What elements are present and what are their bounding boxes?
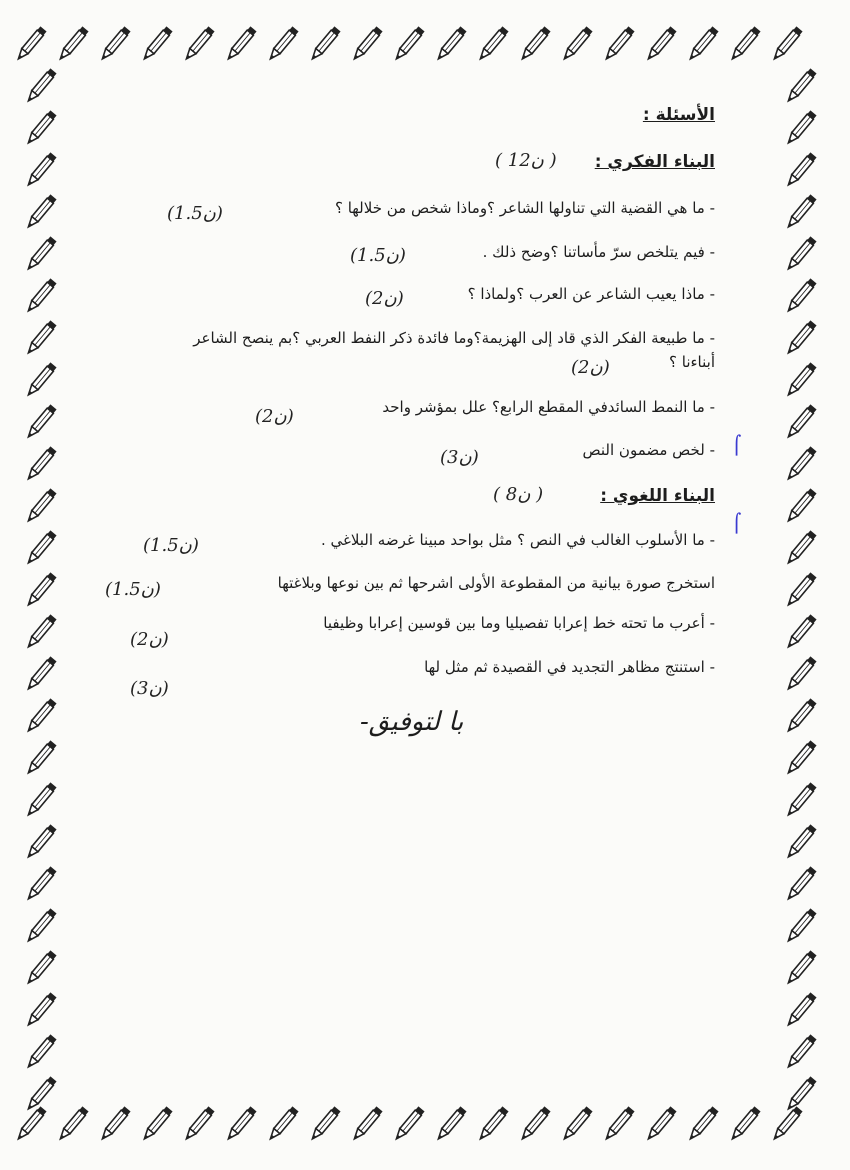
pencil-icon <box>25 656 56 691</box>
pencil-icon <box>141 1106 172 1141</box>
pencil-icon <box>25 1034 56 1069</box>
question-3: - ماذا يعيب الشاعر عن العرب ؟ولماذا ؟ <box>468 284 715 304</box>
pencil-icon <box>25 950 56 985</box>
pencil-icon <box>477 26 508 61</box>
pencil-icon <box>785 824 816 859</box>
pencil-icon <box>25 278 56 313</box>
pencil-icon <box>519 1106 550 1141</box>
pencil-icon <box>267 26 298 61</box>
pencil-icon <box>785 404 816 439</box>
pencil-icon <box>729 26 760 61</box>
question-1: - ما هي القضية التي تناولها الشاعر ؟وماذا شخص من خلالها ؟ <box>335 198 715 218</box>
pencil-icon <box>785 194 816 229</box>
question-5-points: (2ن) <box>255 406 294 427</box>
pencil-icon <box>25 152 56 187</box>
pencil-icon <box>603 26 634 61</box>
questions-title: الأسئلة : <box>642 105 715 125</box>
pencil-icon <box>15 1106 46 1141</box>
pencil-icon <box>25 824 56 859</box>
pencil-icon <box>25 740 56 775</box>
pencil-icon <box>785 446 816 481</box>
question-10: - استنتج مظاهر التجديد في القصيدة ثم مثل لها <box>424 657 715 677</box>
pencil-icon <box>785 656 816 691</box>
pencil-icon <box>25 614 56 649</box>
pencil-icon <box>99 26 130 61</box>
pencil-icon <box>25 530 56 565</box>
pencil-icon <box>785 740 816 775</box>
pencil-icon <box>561 26 592 61</box>
pencil-icon <box>25 908 56 943</box>
pencil-icon <box>25 488 56 523</box>
question-7-points: (1.5ن) <box>143 535 199 556</box>
pencil-icon <box>25 320 56 355</box>
pencil-icon <box>15 26 46 61</box>
check-mark-icon: ⌠ <box>732 513 742 534</box>
linguistic-section-title: البناء اللغوي : <box>600 486 715 506</box>
pencil-icon <box>785 866 816 901</box>
pencil-icon <box>729 1106 760 1141</box>
pencil-icon <box>141 26 172 61</box>
question-8: استخرج صورة بيانية من المقطوعة الأولى اشرحها ثم بين نوعها وبلاغتها <box>277 574 715 592</box>
pencil-icon <box>771 26 802 61</box>
question-6: - لخص مضمون النص <box>583 440 715 460</box>
pencil-icon <box>393 26 424 61</box>
pencil-icon <box>351 26 382 61</box>
pencil-icon <box>57 26 88 61</box>
pencil-icon <box>57 1106 88 1141</box>
pencil-icon <box>393 1106 424 1141</box>
pencil-icon <box>785 362 816 397</box>
pencil-icon <box>183 1106 214 1141</box>
pencil-icon <box>785 488 816 523</box>
pencil-icon <box>25 782 56 817</box>
pencil-icon <box>785 278 816 313</box>
intellectual-points: ( 12ن ) <box>495 150 557 171</box>
question-9: - أعرب ما تحته خط إعرابا تفصيليا وما بين قوسين إعرابا وظيفيا <box>323 613 715 633</box>
question-7: - ما الأسلوب الغالب في النص ؟ مثل بواحد مبينا غرضه البلاغي . <box>321 530 715 550</box>
question-2-points: (1.5ن) <box>350 245 406 266</box>
pencil-icon <box>435 1106 466 1141</box>
question-4-points: (2ن) <box>571 357 610 378</box>
pencil-icon <box>225 1106 256 1141</box>
question-5: - ما النمط السائدفي المقطع الرابع؟ علل بمؤشر واحد <box>382 397 715 417</box>
pencil-icon <box>25 404 56 439</box>
pencil-icon <box>309 26 340 61</box>
pencil-icon <box>785 572 816 607</box>
linguistic-points: ( 8ن ) <box>493 484 544 505</box>
pencil-icon <box>785 152 816 187</box>
question-4-continuation: أبناءنا ؟ <box>669 353 715 371</box>
pencil-icon <box>351 1106 382 1141</box>
pencil-icon <box>645 26 676 61</box>
exam-questions <box>105 95 742 755</box>
pencil-icon <box>183 26 214 61</box>
pencil-icon <box>519 26 550 61</box>
pencil-icon <box>687 1106 718 1141</box>
pencil-icon <box>785 698 816 733</box>
pencil-icon <box>25 362 56 397</box>
pencil-icon <box>309 1106 340 1141</box>
good-luck-text: با لتوفيق- <box>360 707 464 737</box>
pencil-icon <box>785 908 816 943</box>
question-6-points: (3ن) <box>440 447 479 468</box>
pencil-icon <box>25 68 56 103</box>
pencil-icon <box>25 866 56 901</box>
question-10-points: (3ن) <box>130 678 169 699</box>
pencil-icon <box>25 236 56 271</box>
pencil-icon <box>477 1106 508 1141</box>
pencil-icon <box>25 698 56 733</box>
pencil-icon <box>785 68 816 103</box>
question-3-points: (2ن) <box>365 288 404 309</box>
pencil-icon <box>785 950 816 985</box>
pencil-icon <box>785 992 816 1027</box>
pencil-icon <box>25 110 56 145</box>
question-9-points: (2ن) <box>130 629 169 650</box>
intellectual-section-title: البناء الفكري : <box>594 152 715 172</box>
pencil-icon <box>785 236 816 271</box>
pencil-icon <box>435 26 466 61</box>
pencil-icon <box>25 446 56 481</box>
pencil-icon <box>25 1076 56 1111</box>
pencil-icon <box>25 194 56 229</box>
pencil-icon <box>267 1106 298 1141</box>
pencil-icon <box>561 1106 592 1141</box>
pencil-icon <box>785 110 816 145</box>
pencil-icon <box>785 530 816 565</box>
question-2: - فيم يتلخص سرّ مأساتنا ؟وضح ذلك . <box>483 242 715 262</box>
pencil-icon <box>785 1034 816 1069</box>
question-1-points: (1.5ن) <box>167 203 223 224</box>
check-mark-icon: ⌠ <box>732 435 742 456</box>
pencil-icon <box>25 572 56 607</box>
pencil-icon <box>225 26 256 61</box>
pencil-icon <box>785 614 816 649</box>
pencil-icon <box>99 1106 130 1141</box>
pencil-icon <box>785 320 816 355</box>
pencil-icon <box>785 782 816 817</box>
pencil-icon <box>771 1106 802 1141</box>
pencil-icon <box>687 26 718 61</box>
pencil-icon <box>603 1106 634 1141</box>
question-4: - ما طبيعة الفكر الذي قاد إلى الهزيمة؟وما فائدة ذكر النفط العربي ؟بم ينصح الشاعر <box>193 328 715 348</box>
question-8-points: (1.5ن) <box>105 579 161 600</box>
pencil-icon <box>25 992 56 1027</box>
pencil-icon <box>785 1076 816 1111</box>
pencil-icon <box>645 1106 676 1141</box>
